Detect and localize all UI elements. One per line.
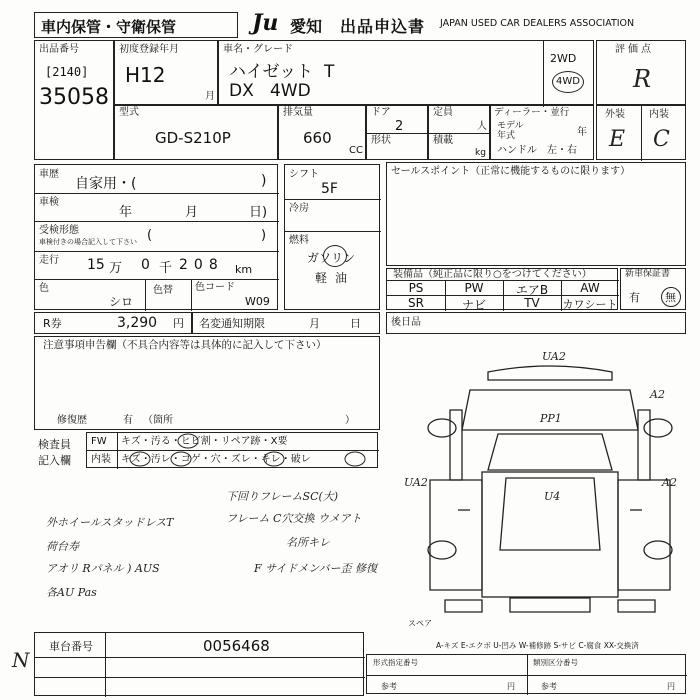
ref-unit-2: 円 xyxy=(667,682,675,691)
storage-label: 車内保管・守衛保管 xyxy=(41,18,177,36)
notes-label: 注意事項申告欄（不具合内容等は具体的に記入して下さい） xyxy=(43,339,327,351)
lot-code: [2140] xyxy=(45,65,89,79)
color-value: シロ xyxy=(109,295,134,309)
recycle-label: R券 xyxy=(43,317,62,330)
first-reg-unit: 月 xyxy=(205,91,215,102)
damage-mark-a2-lower: A2 xyxy=(662,476,677,489)
mileage-man-unit: 万 xyxy=(109,261,123,276)
car-name-label: 車名・グレード xyxy=(223,44,293,55)
ref-unit-1: 円 xyxy=(507,682,515,691)
mileage-label: 走行 xyxy=(39,255,59,266)
shape-label: 形状 xyxy=(371,135,391,146)
shift-value: 5F xyxy=(321,181,338,197)
handle-options: 左・右 xyxy=(547,145,577,156)
damage-mark-a2-right: A2 xyxy=(650,388,665,401)
color-label: 色 xyxy=(39,283,49,294)
color-code-label: 色コード xyxy=(195,282,235,293)
car-name-line1: ハイゼット T xyxy=(229,62,335,82)
car-name-line2: DX 4WD xyxy=(229,81,311,101)
mileage-unit: km xyxy=(235,263,253,276)
chassis-value: 0056468 xyxy=(203,637,270,655)
equip-leather-seat: カワシート xyxy=(562,298,618,311)
load-label: 積載 xyxy=(433,135,453,146)
load-unit: kg xyxy=(475,148,486,158)
hw-note-3: フレーム C穴交換 ウメアト xyxy=(226,512,362,525)
int-label: 内装 xyxy=(91,454,111,465)
lot-number: 35058 xyxy=(39,85,109,110)
repair-close: ） xyxy=(345,415,355,426)
hw-note-5: 名所キレ xyxy=(286,536,330,549)
hw-note-2: 外ホイールスタッドレスT xyxy=(46,516,174,529)
repair-label: 修復歴 xyxy=(57,415,87,426)
inspector-label: 検査員 xyxy=(38,438,71,451)
displacement-value: 660 xyxy=(303,129,332,147)
repair-place: （箇所 xyxy=(143,415,173,426)
displacement-label: 排気量 xyxy=(283,107,313,118)
displacement-unit: CC xyxy=(349,145,363,156)
damage-legend: A-キズ E-エクボ U-凹み W-補修跡 S-サビ C-腐食 XX-交換済 xyxy=(436,641,639,650)
ref-label-1: 参考 xyxy=(381,682,397,691)
warranty-yes: 有 xyxy=(629,291,640,304)
mileage-man: 15 xyxy=(87,257,105,273)
grade-value: R xyxy=(633,65,652,93)
repair-value: 有 xyxy=(123,415,133,426)
drive-2wd: 2WD xyxy=(550,52,577,65)
model-year-label: モデル年式 xyxy=(497,121,524,141)
inspection-form-label: 受検形態 xyxy=(39,225,79,236)
hw-note-8: 各AU Pas xyxy=(46,586,97,599)
fuel-diesel: 軽油 xyxy=(315,271,356,285)
mileage-sen: 0 xyxy=(141,257,150,273)
drive-4wd-label: 4WD xyxy=(556,76,580,87)
inspection-label: 車検 xyxy=(39,197,59,208)
footer-codes xyxy=(366,654,686,694)
equip-sr: SR xyxy=(408,296,424,310)
inspection-form-open: ( xyxy=(147,228,153,243)
fuel-label: 燃料 xyxy=(289,235,309,246)
capacity-label: 定員 xyxy=(433,107,453,118)
inspector-entry-label: 記入欄 xyxy=(38,454,71,467)
damage-mark-u4: U4 xyxy=(544,490,561,503)
color-change-label: 色替 xyxy=(153,285,173,296)
recycle-unit: 円 xyxy=(173,317,184,330)
recycle-value: 3,290 xyxy=(117,315,158,331)
equip-tv: TV xyxy=(524,296,540,310)
name-change-label: 名変通知期限 xyxy=(199,317,265,330)
equip-ps: PS xyxy=(408,281,424,295)
ref-label-2: 参考 xyxy=(541,682,557,691)
model-type-value: GD-S210P xyxy=(155,129,231,147)
mileage-sen-unit: 千 xyxy=(159,261,173,276)
model-year-unit: 年 xyxy=(577,127,587,138)
inspection-year-unit: 年 xyxy=(119,205,133,220)
history-label: 車歴 xyxy=(39,169,59,180)
inspection-month-unit: 月 xyxy=(185,205,199,220)
dealer-label: ディーラー・並行 xyxy=(494,107,570,118)
damage-mark-pp1: PP1 xyxy=(540,412,562,425)
warranty-no: 無 xyxy=(665,291,676,304)
history-close: ) xyxy=(261,173,267,189)
hw-note-1: 下回りフレームSC(大) xyxy=(226,490,339,503)
handle-label: ハンドル xyxy=(497,145,537,156)
model-type-label: 型式 xyxy=(119,107,139,118)
fuel-gasoline: ガソリン xyxy=(307,251,356,265)
damage-mark-ua2-left: UA2 xyxy=(404,476,428,489)
color-code: W09 xyxy=(245,295,270,308)
chassis-box xyxy=(34,632,364,696)
equip-aw: AW xyxy=(580,281,600,295)
spare-label: スペア xyxy=(408,619,432,628)
inspection-form-note: 車検付きの場合記入して下さい xyxy=(39,238,137,246)
exterior-label: 外装 xyxy=(605,109,625,120)
ac-label: 冷房 xyxy=(289,203,309,214)
category-number-label: 類別区分番号 xyxy=(533,658,578,667)
first-reg-value: H12 xyxy=(125,63,166,87)
inspection-day-unit: 日) xyxy=(249,205,268,220)
first-reg-label: 初度登録年月 xyxy=(119,44,179,55)
equip-pw: PW xyxy=(464,281,484,295)
damage-mark-ua2-top: UA2 xyxy=(542,350,566,363)
equip-navi: ナビ xyxy=(461,298,486,312)
sales-point-label: セールスポイント（正常に機能するものに限ります） xyxy=(391,166,631,177)
fw-items: キズ・汚る・ヒビ割・リペア跡・X要 xyxy=(121,436,288,447)
inspection-form-close: ) xyxy=(261,228,267,243)
doors-label: ドア xyxy=(371,107,391,118)
type-number-label: 形式指定番号 xyxy=(373,658,418,667)
org-name: 愛知 xyxy=(290,17,323,36)
later-items-label: 後日品 xyxy=(391,317,421,328)
interior-value: C xyxy=(653,127,670,152)
hw-note-6: アオリ Rパネル ) AUS xyxy=(46,562,160,575)
interior-label: 内装 xyxy=(649,109,669,120)
capacity-unit: 人 xyxy=(477,121,487,132)
hw-note-7: F サイドメンバー歪 修復 xyxy=(254,562,377,575)
ju-logo: Ju xyxy=(252,10,279,36)
fw-label: FW xyxy=(91,436,107,447)
form-title: 出品申込書 xyxy=(340,17,426,36)
history-value: 自家用・( xyxy=(75,176,137,192)
association-name: JAPAN USED CAR DEALERS ASSOCIATION xyxy=(440,18,635,29)
grade-label: 評価点 xyxy=(615,44,654,55)
equipment-label: 装備品（純正品に限り○をつけてください） xyxy=(393,269,592,280)
shift-label: シフト xyxy=(289,169,319,180)
hw-note-4: 荷台寿 xyxy=(46,540,79,553)
lot-label: 出品番号 xyxy=(39,44,79,55)
int-items: キズ・汚レ・コゲ・穴・ズレ・キレ・破レ xyxy=(121,454,311,465)
mileage-rest: 208 xyxy=(179,257,224,273)
chassis-label: 車台番号 xyxy=(49,640,93,653)
name-change-unit: 月日 xyxy=(309,317,391,330)
exterior-value: E xyxy=(609,127,626,152)
warranty-label: 新車保証書 xyxy=(625,269,671,279)
doors-value: 2 xyxy=(395,119,404,134)
check-mark: N xyxy=(12,648,30,672)
equip-airbag: エアB xyxy=(515,283,549,297)
